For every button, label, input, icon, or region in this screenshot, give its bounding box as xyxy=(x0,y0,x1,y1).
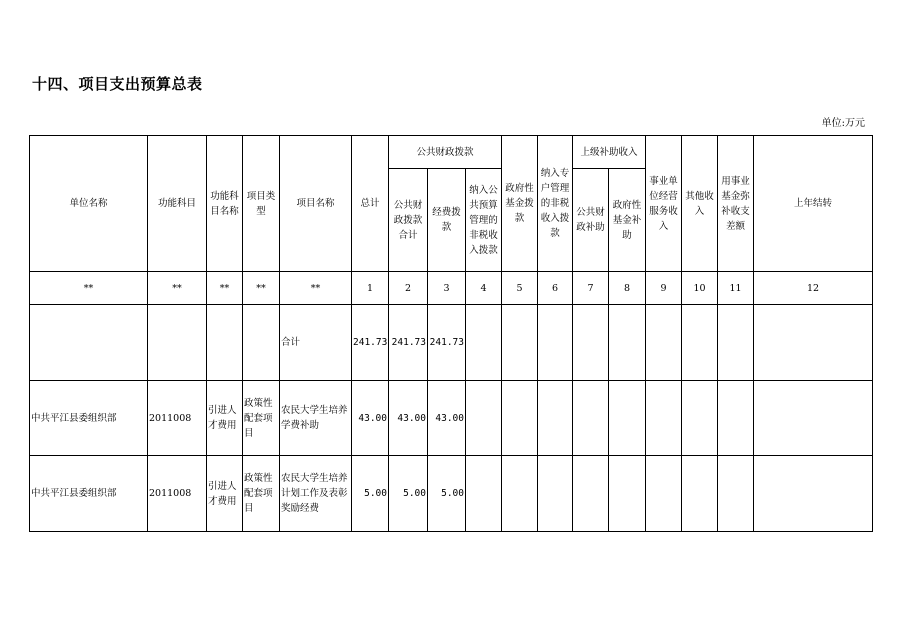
header-superior-gov-fund: 政府性基金补助 xyxy=(609,169,646,272)
table-cell xyxy=(573,456,609,532)
table-cell xyxy=(682,305,718,381)
func-name-cell: 引进人才费用 xyxy=(207,381,243,456)
index-row xyxy=(30,272,873,305)
table-cell xyxy=(646,381,682,456)
expense-cell: 43.00 xyxy=(428,381,466,456)
public-total-cell: 5.00 xyxy=(389,456,428,532)
table-cell xyxy=(538,305,573,381)
header-row-1 xyxy=(30,136,873,169)
header-gov-fund: 政府性基金拨款 xyxy=(502,136,538,272)
total-cell: 43.00 xyxy=(352,381,389,456)
index-cell: 5 xyxy=(502,272,538,305)
index-cell: 11 xyxy=(718,272,754,305)
header-total: 总计 xyxy=(352,136,389,272)
func-name-cell: 引进人才费用 xyxy=(207,456,243,532)
header-other-income: 其他收入 xyxy=(682,136,718,272)
total-value: 241.73 xyxy=(352,305,389,381)
index-cell: 8 xyxy=(609,272,646,305)
table-cell xyxy=(609,456,646,532)
table-row xyxy=(30,381,873,456)
total-cell: 5.00 xyxy=(352,456,389,532)
table-cell xyxy=(243,305,280,381)
header-superior-group: 上级补助收入 xyxy=(573,136,646,169)
table-cell xyxy=(502,381,538,456)
table-cell xyxy=(207,305,243,381)
table-row xyxy=(30,456,873,532)
table-cell xyxy=(30,305,148,381)
table-cell xyxy=(682,381,718,456)
header-func-subject-name: 功能科目名称 xyxy=(207,136,243,272)
total-public-value: 241.73 xyxy=(389,305,428,381)
expense-cell: 5.00 xyxy=(428,456,466,532)
table-cell xyxy=(718,305,754,381)
total-expense-value: 241.73 xyxy=(428,305,466,381)
header-business-fund: 用事业基金弥补收支差额 xyxy=(718,136,754,272)
header-superior-public: 公共财政补助 xyxy=(573,169,609,272)
func-code-cell: 2011008 xyxy=(148,456,207,532)
type-cell: 政策性配套项目 xyxy=(243,381,280,456)
index-cell: 10 xyxy=(682,272,718,305)
index-cell: 1 xyxy=(352,272,389,305)
table-cell xyxy=(502,305,538,381)
project-budget-table xyxy=(29,135,873,532)
index-cell: 3 xyxy=(428,272,466,305)
table-cell xyxy=(646,456,682,532)
table-cell xyxy=(754,381,873,456)
header-expense-funds: 经费拨款 xyxy=(428,169,466,272)
table-cell xyxy=(538,456,573,532)
index-cell: 9 xyxy=(646,272,682,305)
table-cell xyxy=(148,305,207,381)
table-cell xyxy=(538,381,573,456)
index-cell: 7 xyxy=(573,272,609,305)
index-cell: ** xyxy=(280,272,352,305)
table-cell xyxy=(466,456,502,532)
unit-label: 单位:万元 xyxy=(821,118,865,129)
unit-cell: 中共平江县委组织部 xyxy=(30,456,148,532)
table-cell xyxy=(718,381,754,456)
public-total-cell: 43.00 xyxy=(389,381,428,456)
header-public-total: 公共财政拨款合计 xyxy=(389,169,428,272)
total-label: 合计 xyxy=(280,305,352,381)
header-last-year: 上年结转 xyxy=(754,136,873,272)
page-title: 十四、项目支出预算总表 xyxy=(32,75,203,93)
project-cell: 农民大学生培养学费补助 xyxy=(280,381,352,456)
project-cell: 农民大学生培养计划工作及表彰奖励经费 xyxy=(280,456,352,532)
index-cell: 4 xyxy=(466,272,502,305)
index-cell: 12 xyxy=(754,272,873,305)
table-cell xyxy=(573,381,609,456)
index-cell: ** xyxy=(207,272,243,305)
table-cell xyxy=(502,456,538,532)
total-row xyxy=(30,305,873,381)
index-cell: ** xyxy=(148,272,207,305)
table-cell xyxy=(466,305,502,381)
header-business-income: 事业单位经营服务收入 xyxy=(646,136,682,272)
table-cell xyxy=(466,381,502,456)
table-cell xyxy=(609,305,646,381)
unit-cell: 中共平江县委组织部 xyxy=(30,381,148,456)
header-budget-nontax: 纳入公共预算管理的非税收入拨款 xyxy=(466,169,502,272)
index-cell: 6 xyxy=(538,272,573,305)
table-cell xyxy=(609,381,646,456)
table-cell xyxy=(718,456,754,532)
func-code-cell: 2011008 xyxy=(148,381,207,456)
table-cell xyxy=(646,305,682,381)
table-cell xyxy=(754,456,873,532)
table-cell xyxy=(754,305,873,381)
table-cell xyxy=(573,305,609,381)
index-cell: 2 xyxy=(389,272,428,305)
header-unit-name: 单位名称 xyxy=(30,136,148,272)
header-func-subject: 功能科目 xyxy=(148,136,207,272)
header-project-type: 项目类型 xyxy=(243,136,280,272)
type-cell: 政策性配套项目 xyxy=(243,456,280,532)
header-project-name: 项目名称 xyxy=(280,136,352,272)
index-cell: ** xyxy=(243,272,280,305)
table-cell xyxy=(682,456,718,532)
index-cell: ** xyxy=(30,272,148,305)
header-special-nontax: 纳入专户管理的非税收入拨款 xyxy=(538,136,573,272)
header-public-finance-group: 公共财政拨款 xyxy=(389,136,502,169)
